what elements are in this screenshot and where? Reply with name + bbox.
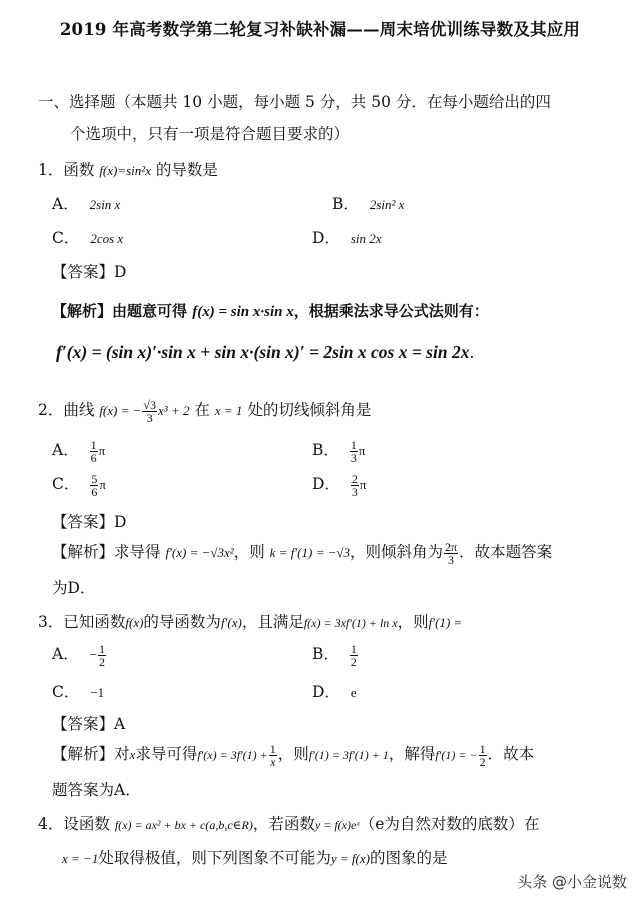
question-2-prefix: 2．曲线 [38,401,95,419]
question-1-option-d [312,226,382,248]
fraction-numerator: 1 [98,641,105,656]
option-value: e [350,685,357,700]
question-1-option-b [332,192,404,214]
option-label: D． [312,229,340,247]
question-1-option-a [52,192,120,214]
question-1-formula: f(x)=sin²x [99,163,151,178]
question-2-stem [38,398,371,424]
analysis-formula-1: f′(x) = −√3x² [165,545,234,560]
question-3-option-c [52,680,104,702]
option-fraction [351,473,359,498]
fraction-numerator: 2 [351,471,358,486]
option-pi: π [359,477,367,492]
question-3-option-d [312,680,357,702]
question-3-condition: f(x) = 3xf′(1) + ln x [303,616,398,630]
option-label: D． [312,683,340,701]
derivation-end: . [469,344,475,362]
question-4-point: x = −1 [62,851,99,866]
analysis-a: 对 [114,745,130,763]
question-3-answer: 【答案】A [52,715,126,733]
analysis-d: ，解得 [388,745,436,763]
analysis-x: x [129,747,136,762]
fraction-numerator: √3 [143,397,156,412]
option-fraction [98,643,106,668]
question-4-g: y = f(x)eˣ [314,818,360,832]
question-1-derivation [56,342,474,363]
analysis-fraction-3 [479,743,487,768]
option-label: C． [52,475,80,493]
question-2-analysis [52,540,552,566]
question-4-f: f(x) = ax² + bx + c(a,b,c∈R) [114,818,253,832]
question-2-fraction [142,399,157,424]
watermark: 头条 @小金说数 [514,870,630,893]
question-2-suffix: 处的切线倾斜角是 [247,401,372,419]
fraction-numerator: 1 [269,741,276,756]
fraction-denominator: x [270,754,276,769]
option-value: 2sin x [89,197,121,212]
question-4-line2-a: 处取得极值，则下列图象不可能为 [98,849,331,867]
question-3-analysis [52,742,534,768]
fraction-denominator: 3 [146,410,153,425]
question-4-prefix: 4．设函数 [38,815,110,833]
section-instructions-line2: 个选项中，只有一项是符合题目要求的） [70,125,350,143]
option-label: A． [52,645,79,663]
analysis-label: 【解析】 [52,302,113,320]
question-4-stem-line2 [62,846,447,868]
option-label: B． [332,195,359,213]
fraction-denominator: 2 [350,654,357,669]
option-value: sin 2x [350,231,382,246]
option-pi: π [98,443,106,458]
question-3-ask: f′(1) = [428,615,463,630]
fraction-denominator: 3 [351,484,358,499]
fraction-denominator: 2 [98,654,105,669]
fraction-numerator: 2π [445,539,458,554]
question-1-analysis [52,300,489,321]
question-3-option-b [312,642,359,668]
question-1-option-c [52,226,123,248]
question-4-mid1: ，若函数 [252,815,315,833]
question-2-f-lhs: f(x) = − [99,403,142,418]
analysis-label: 【解析】 [52,745,115,763]
question-3-stem [38,610,462,632]
analysis-formula-3: f′(1) = − [435,748,478,762]
question-4-line2-b: 的图象的是 [369,849,448,867]
fraction-denominator: 3 [448,552,455,567]
analysis-b: ，则 [233,543,265,561]
section-instructions-line1: 一、选择题（本题共 10 小题，每小题 5 分，共 50 分．在每小题给出的四 [38,93,551,111]
analysis-c: ，则倾斜角为 [350,543,444,561]
analysis-fraction-1 [269,743,277,768]
question-3-mid3: ，则 [397,613,429,631]
option-label: D． [312,475,340,493]
question-3-option-a [52,642,107,668]
option-fraction [90,439,98,464]
fraction-denominator: 6 [91,484,98,499]
question-3-mid2: ，且满足 [241,613,304,631]
question-2-f-rhs: x³ + 2 [158,403,190,418]
question-3-prefix: 3．已知函数 [38,613,126,631]
option-fraction [90,473,98,498]
fraction-numerator: 1 [90,437,97,452]
option-value: −1 [90,685,105,700]
option-label: B． [312,645,339,663]
question-3-fp: f′(x) [220,615,242,630]
question-1-suffix: 的导数是 [155,161,218,179]
fraction-numerator: 1 [350,641,357,656]
question-4-mid2: （e为自然对数的底数）在 [359,815,540,833]
analysis-tail: ，根据乘法求导公式法则有： [293,302,489,320]
question-4-stem-line1 [38,812,539,834]
question-2-option-a [52,438,105,464]
analysis-a: 求导得 [114,543,161,561]
option-value: 2sin² x [369,197,405,212]
derivation-formula: f′(x) = (sin x)′·sin x + sin x·(sin x)′ = 2sin x cos x = sin 2x [56,342,470,362]
question-2-option-c [52,472,106,498]
option-label: C． [52,683,80,701]
fraction-numerator: 1 [479,741,486,756]
option-value: 2cos x [90,231,124,246]
option-label: A． [52,195,79,213]
option-fraction [350,439,358,464]
analysis-b: 求导可得 [135,745,198,763]
fraction-numerator: 1 [350,437,357,452]
question-3-mid1: 的导函数为 [143,613,221,631]
question-1-prefix: 1．函数 [38,161,95,179]
fraction-denominator: 2 [479,754,486,769]
analysis-formula: f(x) = sin x·sin x [192,304,294,320]
analysis-label: 【解析】 [52,543,115,561]
option-pi: π [99,477,106,492]
analysis-formula-2: f′(1) = 3f′(1) + 1 [308,748,389,762]
question-2-answer: 【答案】D [52,513,127,531]
question-3-analysis-line2: 题答案为A． [52,781,141,799]
analysis-text: 由题意可得 [112,302,188,320]
option-pi: π [358,443,366,458]
question-1-answer: 【答案】D [52,263,127,281]
question-4-y: y = f(x) [330,851,370,866]
option-fraction [350,643,358,668]
option-sign: − [89,647,97,662]
question-2-analysis-line2: 为D． [52,579,96,597]
analysis-formula-1: f′(x) = 3f′(1) + [197,748,268,762]
question-2-option-b [312,438,365,464]
analysis-c: ，则 [277,745,309,763]
option-label: B． [312,441,339,459]
analysis-formula-2: k = f′(1) = −√3 [269,545,350,560]
document-title: 2019 年高考数学第二轮复习补缺补漏——周末培优训练导数及其应用 [59,20,581,39]
analysis-e: ．故本 [487,745,535,763]
option-label: A． [52,441,79,459]
fraction-numerator: 5 [91,471,98,486]
fraction-denominator: 6 [90,450,97,465]
question-3-f: f(x) [125,615,144,630]
question-1-stem [38,158,218,180]
fraction-denominator: 3 [350,450,357,465]
question-2-option-d [312,472,366,498]
analysis-fraction [444,541,458,566]
analysis-d: ．故本题答案 [459,543,553,561]
question-2-mid: 在 [194,401,210,419]
question-2-point: x = 1 [214,403,243,418]
option-label: C． [52,229,80,247]
